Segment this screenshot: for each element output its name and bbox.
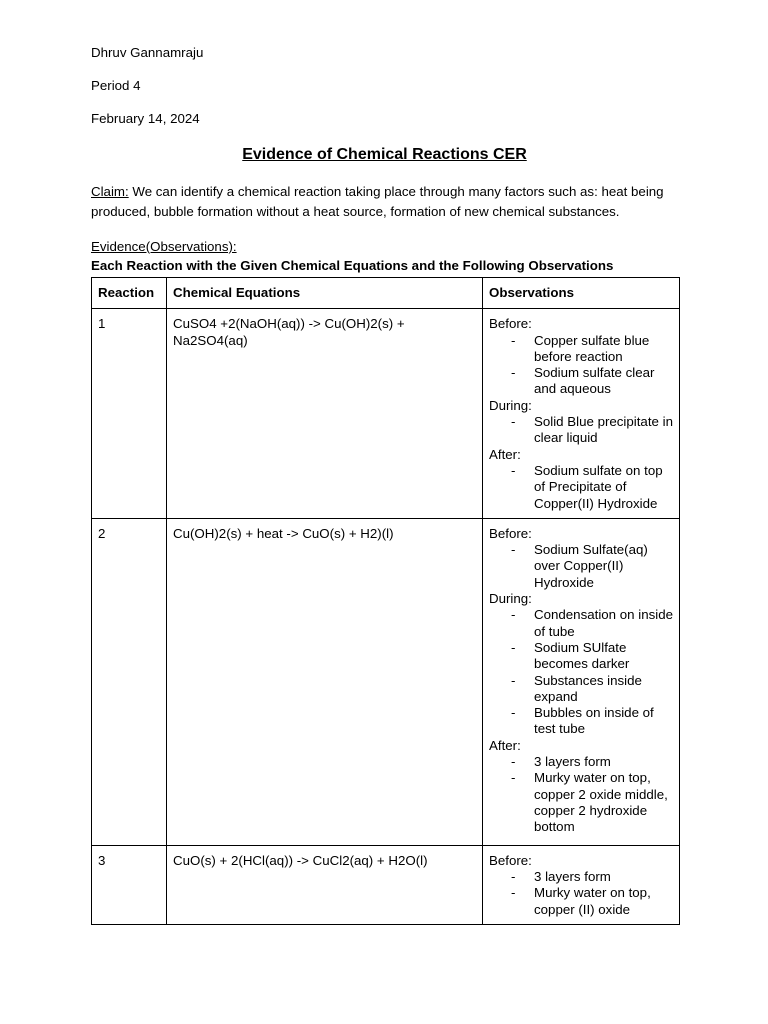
list-item: - Condensation on inside of tube — [489, 607, 673, 640]
header-reaction: Reaction — [92, 278, 167, 309]
chemical-equation: Cu(OH)2(s) + heat -> CuO(s) + H2)(l) — [167, 518, 483, 845]
table-row — [92, 845, 680, 924]
list-item: - Substances inside expand — [489, 673, 673, 706]
list-item: - Murky water on top, copper 2 oxide middle, copper 2 hydroxide bottom — [489, 770, 673, 835]
claim-text: We can identify a chemical reaction taking place through many factors such as: heat being produced, bubble formation without a heat source, formation of new chemical substances. — [91, 184, 664, 219]
list-item: - Sodium sulfate clear and aqueous — [489, 365, 673, 398]
reactions-table — [91, 277, 680, 925]
during-label: During: — [489, 591, 532, 607]
header-observations: Observations — [483, 278, 680, 309]
table-row — [92, 309, 680, 519]
header-chemical-equations: Chemical Equations — [167, 278, 483, 309]
during-label: During: — [489, 397, 532, 413]
before-label: Before: — [489, 316, 532, 332]
table-header-row — [92, 278, 680, 309]
list-item: - Copper sulfate blue before reaction — [489, 333, 673, 366]
student-name: Dhruv Gannamraju — [91, 45, 204, 60]
list-item: - Bubbles on inside of test tube — [489, 705, 673, 738]
before-label: Before: — [489, 852, 532, 868]
after-label: After: — [489, 446, 521, 462]
list-item: - 3 layers form — [489, 869, 673, 885]
observations-cell — [483, 845, 680, 924]
document-date: February 14, 2024 — [91, 111, 200, 126]
list-item: - Murky water on top, copper (II) oxide — [489, 885, 673, 918]
list-item: - 3 layers form — [489, 754, 673, 770]
document-title: Evidence of Chemical Reactions CER — [242, 146, 527, 163]
chemical-equation: CuSO4 +2(NaOH(aq)) -> Cu(OH)2(s) + Na2SO4(aq) — [167, 309, 483, 519]
observations-cell — [483, 518, 680, 845]
table-caption: Each Reaction with the Given Chemical Equations and the Following Observations — [91, 258, 614, 273]
evidence-label: Evidence(Observations): — [91, 239, 237, 254]
class-period: Period 4 — [91, 78, 141, 93]
list-item: - Sodium SUlfate becomes darker — [489, 640, 673, 673]
list-item: - Sodium Sulfate(aq) over Copper(II) Hydroxide — [489, 542, 673, 591]
table-row — [92, 518, 680, 845]
before-label: Before: — [489, 525, 532, 541]
list-item: - Sodium sulfate on top of Precipitate of Copper(II) Hydroxide — [489, 463, 673, 512]
chemical-equation: CuO(s) + 2(HCl(aq)) -> CuCl2(aq) + H2O(l) — [167, 845, 483, 924]
claim-label: Claim: — [91, 184, 129, 199]
list-item: - Solid Blue precipitate in clear liquid — [489, 414, 673, 447]
reaction-number: 3 — [92, 845, 167, 924]
after-label: After: — [489, 737, 521, 753]
reaction-number: 2 — [92, 518, 167, 845]
claim-paragraph — [91, 182, 681, 222]
reaction-number: 1 — [92, 309, 167, 519]
observations-cell — [483, 309, 680, 519]
